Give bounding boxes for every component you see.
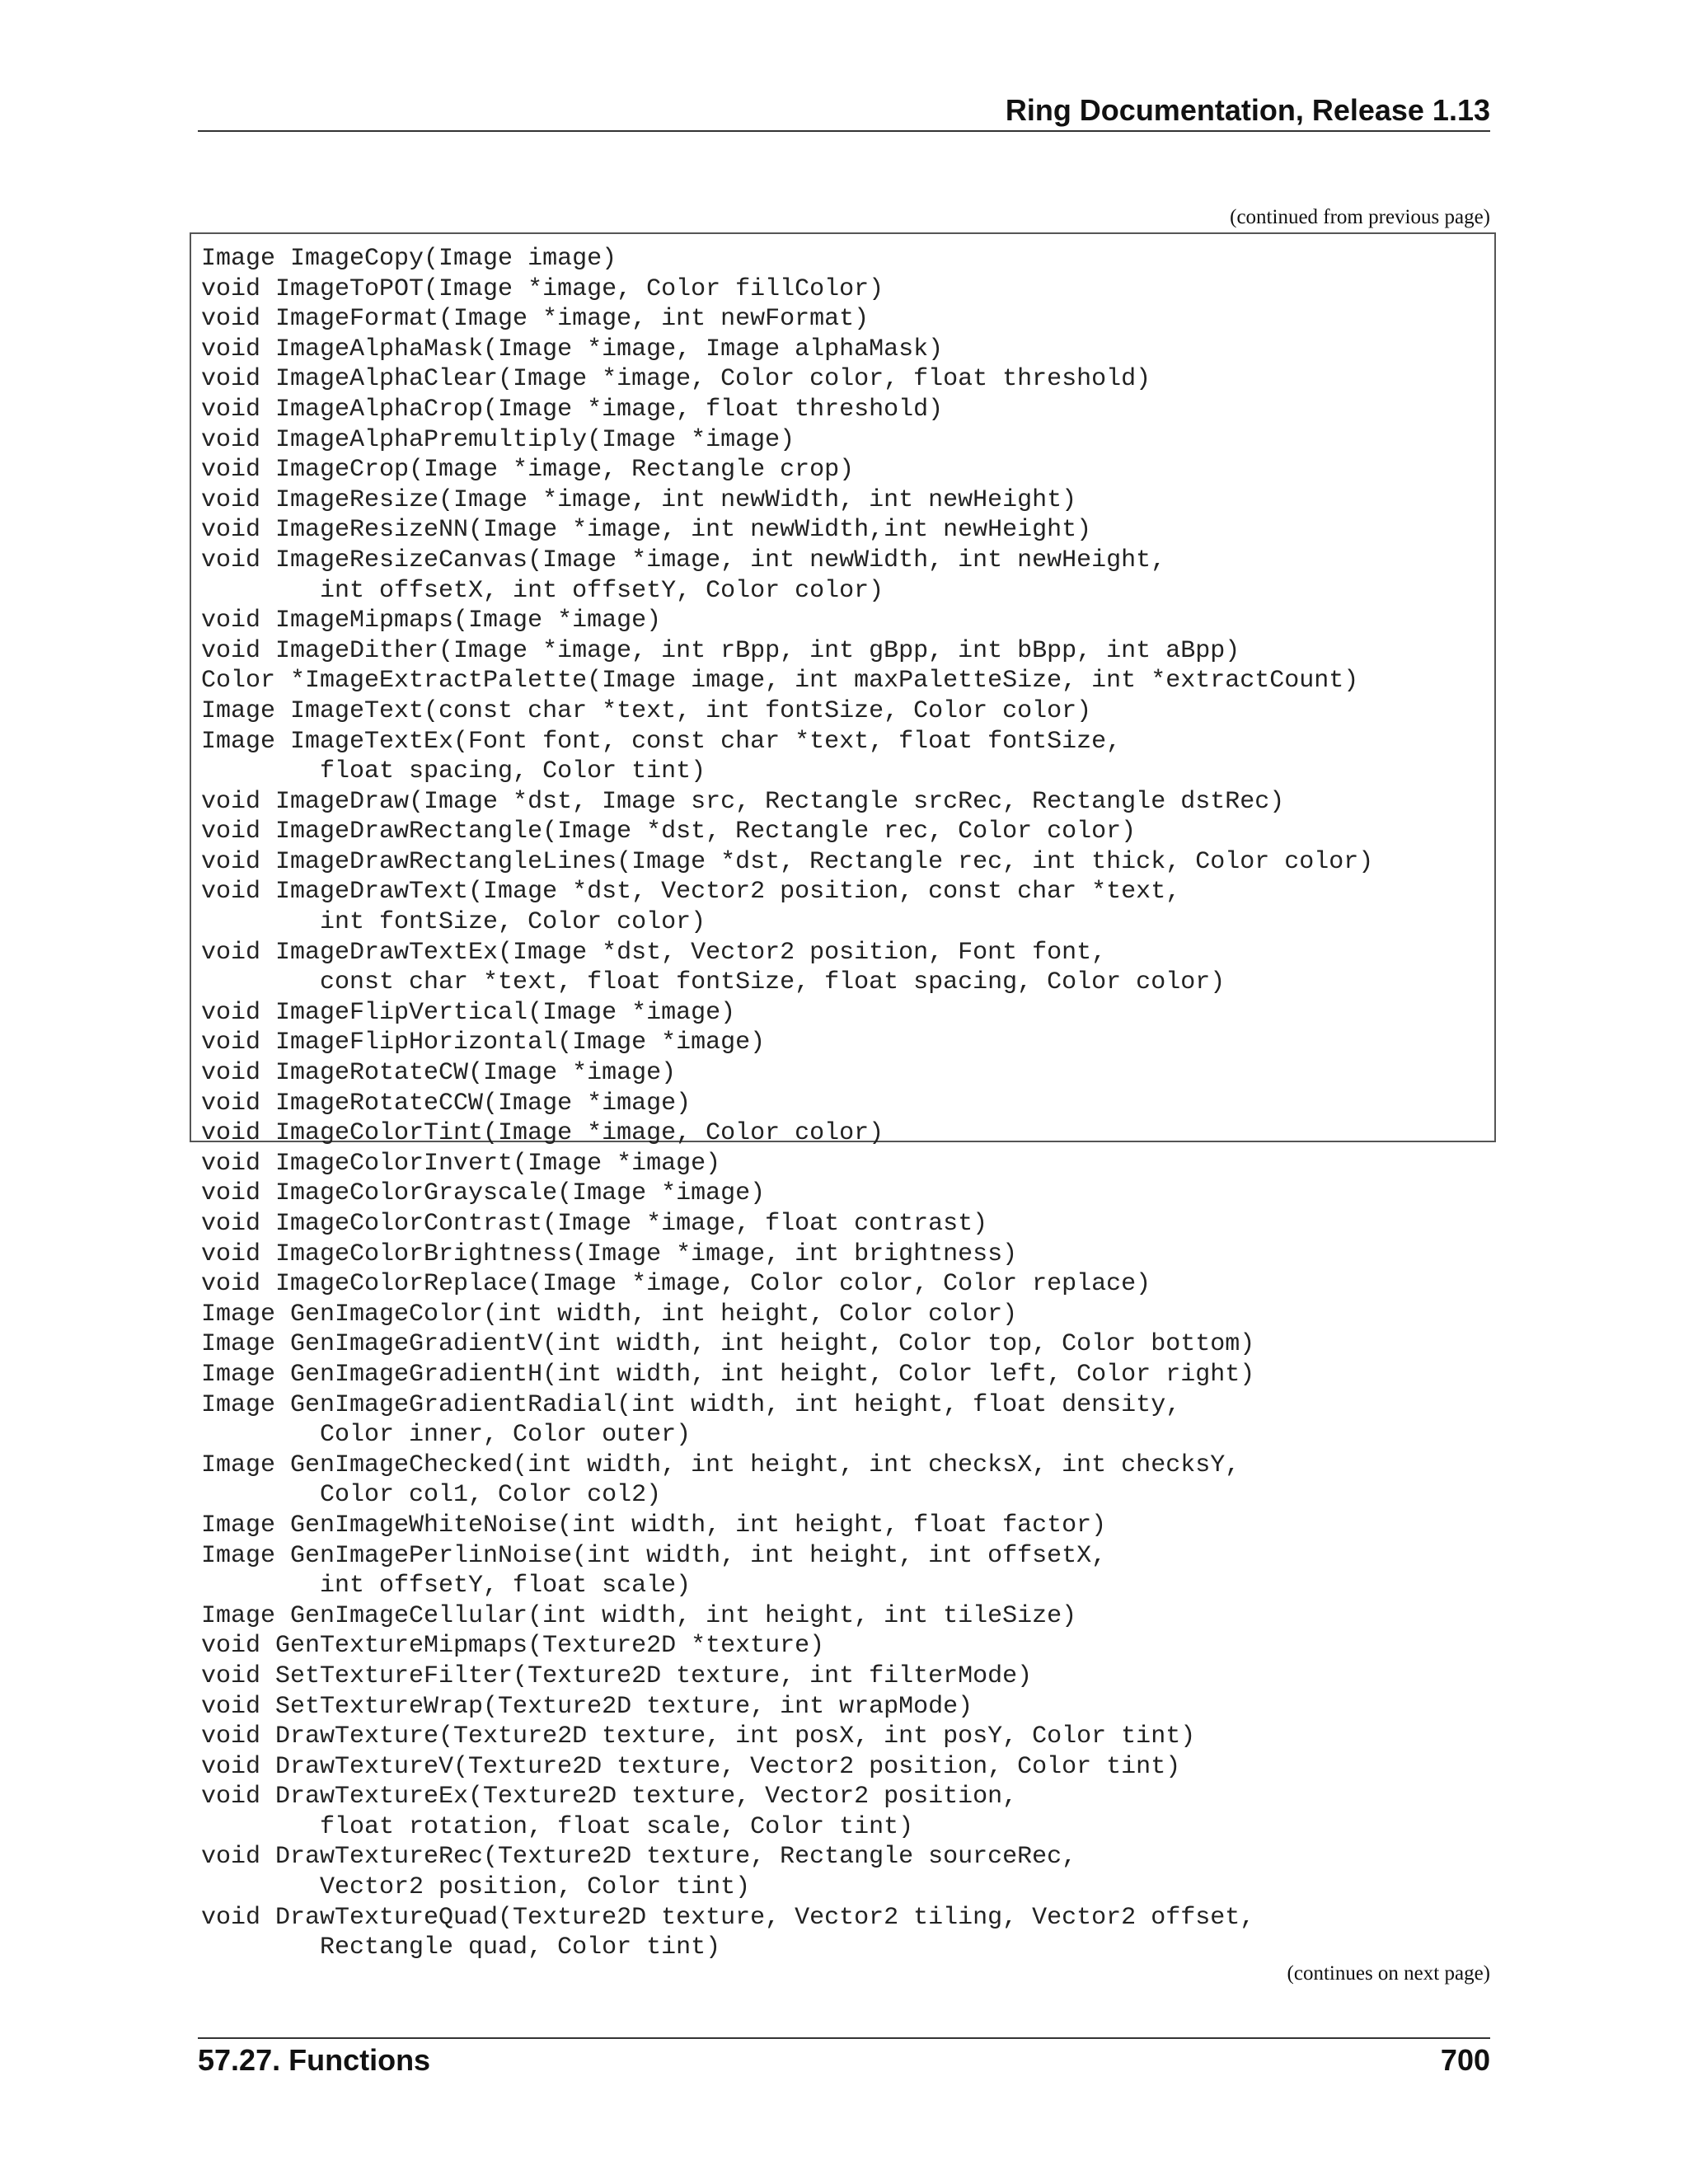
code-line: Image GenImageGradientH(int width, int height, Color left, Color right) <box>201 1360 1255 1389</box>
code-line: void ImageColorTint(Image *image, Color color) <box>201 1119 884 1148</box>
code-line: Rectangle quad, Color tint) <box>201 1933 721 1962</box>
code-line: void ImageCrop(Image *image, Rectangle crop) <box>201 456 855 485</box>
code-line: void DrawTextureQuad(Texture2D texture, Vector2 tiling, Vector2 offset, <box>201 1903 1255 1932</box>
code-line: Image ImageText(const char *text, int fontSize, Color color) <box>201 696 1092 725</box>
code-line: void ImageDrawRectangleLines(Image *dst, Rectangle rec, int thick, Color color) <box>201 847 1374 876</box>
code-line: void ImageColorContrast(Image *image, float contrast) <box>201 1210 988 1238</box>
code-line: float spacing, Color tint) <box>201 757 706 786</box>
code-listing <box>191 234 1494 1963</box>
code-line: Image GenImagePerlinNoise(int width, int height, int offsetX, <box>201 1541 1107 1570</box>
code-line: float rotation, float scale, Color tint) <box>201 1812 914 1841</box>
code-line: void DrawTexture(Texture2D texture, int posX, int posY, Color tint) <box>201 1722 1196 1751</box>
code-line: void ImageColorReplace(Image *image, Color color, Color replace) <box>201 1270 1151 1299</box>
code-block <box>190 232 1496 1962</box>
code-line: Image GenImageChecked(int width, int height, int checksX, int checksY, <box>201 1451 1240 1479</box>
code-line: Image GenImageColor(int width, int height, Color color) <box>201 1300 1018 1329</box>
code-line: void DrawTextureRec(Texture2D texture, Rectangle sourceRec, <box>201 1843 1077 1872</box>
code-line: Image GenImageGradientRadial(int width, int height, float density, <box>201 1390 1181 1419</box>
code-line: void ImageAlphaPremultiply(Image *image) <box>201 425 795 454</box>
code-line: void ImageDrawTextEx(Image *dst, Vector2 position, Font font, <box>201 938 1107 967</box>
code-line: void ImageColorInvert(Image *image) <box>201 1149 721 1178</box>
code-line: Image GenImageWhiteNoise(int width, int height, float factor) <box>201 1511 1107 1540</box>
code-line: void ImageColorBrightness(Image *image, int brightness) <box>201 1240 1018 1268</box>
code-line: void DrawTextureV(Texture2D texture, Vector2 position, Color tint) <box>201 1752 1181 1781</box>
code-line: Vector2 position, Color tint) <box>201 1873 751 1902</box>
code-line: const char *text, float fontSize, float spacing, Color color) <box>201 968 1226 997</box>
code-line: void ImageFlipHorizontal(Image *image) <box>201 1029 766 1057</box>
code-line: void ImageRotateCCW(Image *image) <box>201 1089 692 1118</box>
header-title: Ring Documentation, Release 1.13 <box>1005 93 1490 127</box>
header-divider <box>198 130 1490 132</box>
footer-divider <box>198 2037 1490 2039</box>
code-line: void ImageRotateCW(Image *image) <box>201 1059 677 1088</box>
code-line: int fontSize, Color color) <box>201 908 706 937</box>
code-line: void ImageFormat(Image *image, int newFormat) <box>201 305 870 334</box>
code-line: void ImageResizeCanvas(Image *image, int newWidth, int newHeight, <box>201 546 1166 574</box>
code-line: void SetTextureFilter(Texture2D texture, int filterMode) <box>201 1661 1033 1690</box>
code-line: Color inner, Color outer) <box>201 1421 692 1450</box>
code-line: int offsetY, float scale) <box>201 1572 692 1601</box>
code-line: void GenTextureMipmaps(Texture2D *texture) <box>201 1632 825 1661</box>
code-line: void ImageMipmaps(Image *image) <box>201 607 662 635</box>
code-line: void ImageAlphaMask(Image *image, Image alphaMask) <box>201 335 944 363</box>
code-line: Image GenImageGradientV(int width, int height, Color top, Color bottom) <box>201 1330 1255 1359</box>
footer-section-title: 57.27. Functions <box>198 2043 431 2077</box>
continues-on-note: (continues on next page) <box>1287 1962 1490 1985</box>
code-line: void ImageDrawText(Image *dst, Vector2 position, const char *text, <box>201 878 1181 907</box>
code-line: void DrawTextureEx(Texture2D texture, Vector2 position, <box>201 1783 1018 1811</box>
code-line: Image ImageCopy(Image image) <box>201 245 617 273</box>
code-line: void ImageToPOT(Image *image, Color fillColor) <box>201 274 884 303</box>
code-line: Color *ImageExtractPalette(Image image, int maxPaletteSize, int *extractCount) <box>201 667 1359 696</box>
page-number: 700 <box>1440 2043 1490 2077</box>
code-line: void ImageAlphaCrop(Image *image, float threshold) <box>201 395 944 424</box>
code-line: void ImageFlipVertical(Image *image) <box>201 998 736 1027</box>
code-line: void SetTextureWrap(Texture2D texture, int wrapMode) <box>201 1692 973 1721</box>
code-line: void ImageColorGrayscale(Image *image) <box>201 1179 766 1208</box>
code-line: Color col1, Color col2) <box>201 1481 662 1510</box>
code-line: int offsetX, int offsetY, Color color) <box>201 576 884 605</box>
code-line: void ImageDither(Image *image, int rBpp, int gBpp, int bBpp, int aBpp) <box>201 636 1240 665</box>
code-line: Image GenImageCellular(int width, int height, int tileSize) <box>201 1601 1077 1630</box>
code-line: Image ImageTextEx(Font font, const char *text, float fontSize, <box>201 727 1122 756</box>
code-line: void ImageDraw(Image *dst, Image src, Rectangle srcRec, Rectangle dstRec) <box>201 787 1285 816</box>
code-line: void ImageResizeNN(Image *image, int newWidth,int newHeight) <box>201 516 1092 545</box>
code-line: void ImageDrawRectangle(Image *dst, Rectangle rec, Color color) <box>201 818 1137 846</box>
code-line: void ImageAlphaClear(Image *image, Color color, float threshold) <box>201 365 1151 394</box>
code-line: void ImageResize(Image *image, int newWidth, int newHeight) <box>201 485 1077 514</box>
continued-from-note: (continued from previous page) <box>1230 206 1490 228</box>
